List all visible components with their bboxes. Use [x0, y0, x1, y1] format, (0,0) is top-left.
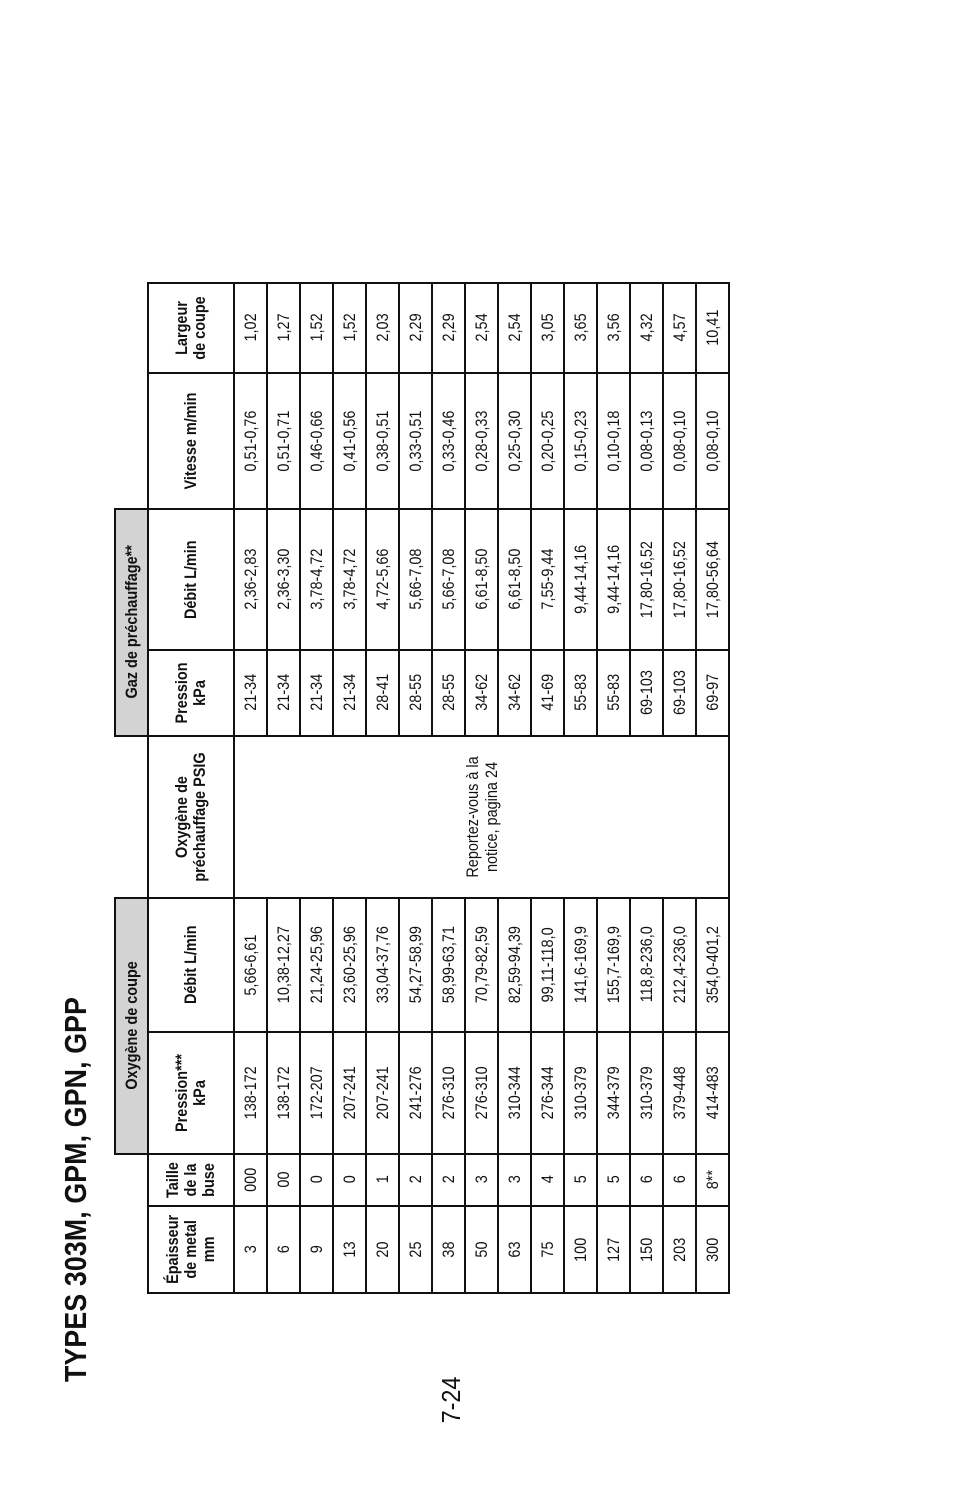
- header-blank-left: [115, 1154, 148, 1293]
- tip-size-cell: 6: [663, 1154, 696, 1206]
- thickness-cell: 3: [234, 1206, 267, 1293]
- column-header-kerf: Largeur de coupe: [148, 283, 234, 373]
- tip-size-cell: 6: [630, 1154, 663, 1206]
- speed-cell: 0,25-0,30: [498, 373, 531, 509]
- kerf-cell: 2,29: [399, 283, 432, 373]
- thickness-cell: 20: [366, 1206, 399, 1293]
- tip-size-cell: 0: [300, 1154, 333, 1206]
- cutting-flow-cell: 118,8-236,0: [630, 898, 663, 1032]
- cutting-pressure-cell: 207-241: [366, 1032, 399, 1154]
- group-header-cutting-oxygen: Oxygène de coupe: [115, 898, 148, 1154]
- kerf-cell: 1,02: [234, 283, 267, 373]
- thickness-cell: 50: [465, 1206, 498, 1293]
- cutting-pressure-cell: 207-241: [333, 1032, 366, 1154]
- kerf-cell: 2,03: [366, 283, 399, 373]
- preheat-flow-cell: 7,55-9,44: [531, 509, 564, 650]
- tip-size-cell: 2: [432, 1154, 465, 1206]
- preheat-flow-cell: 3,78-4,72: [300, 509, 333, 650]
- thickness-cell: 150: [630, 1206, 663, 1293]
- column-header-cutting-flow: Débit L/min: [148, 898, 234, 1032]
- tip-size-cell: 5: [597, 1154, 630, 1206]
- page-title: TYPES 303M, GPM, GPN, GPP: [58, 996, 93, 1382]
- cutting-pressure-cell: 379-448: [663, 1032, 696, 1154]
- speed-cell: 0,20-0,25: [531, 373, 564, 509]
- thickness-cell: 38: [432, 1206, 465, 1293]
- thickness-cell: 63: [498, 1206, 531, 1293]
- thickness-cell: 13: [333, 1206, 366, 1293]
- kerf-cell: 3,65: [564, 283, 597, 373]
- thickness-cell: 127: [597, 1206, 630, 1293]
- cutting-pressure-cell: 276-344: [531, 1032, 564, 1154]
- cutting-pressure-cell: 310-379: [630, 1032, 663, 1154]
- speed-cell: 0,51-0,71: [267, 373, 300, 509]
- kerf-cell: 2,54: [498, 283, 531, 373]
- cutting-flow-cell: 155,7-169,9: [597, 898, 630, 1032]
- preheat-pressure-cell: 28-55: [399, 650, 432, 736]
- speed-cell: 0,08-0,10: [696, 373, 729, 509]
- thickness-cell: 6: [267, 1206, 300, 1293]
- preheat-pressure-cell: 28-55: [432, 650, 465, 736]
- thickness-cell: 75: [531, 1206, 564, 1293]
- preheat-pressure-cell: 55-83: [597, 650, 630, 736]
- preheat-flow-cell: 6,61-8,50: [498, 509, 531, 650]
- preheat-flow-cell: 9,44-14,16: [597, 509, 630, 650]
- preheat-flow-cell: 2,36-3,30: [267, 509, 300, 650]
- tip-size-cell: 0: [333, 1154, 366, 1206]
- preheat-pressure-cell: 34-62: [498, 650, 531, 736]
- speed-cell: 0,33-0,46: [432, 373, 465, 509]
- cutting-pressure-cell: 138-172: [234, 1032, 267, 1154]
- kerf-cell: 4,32: [630, 283, 663, 373]
- preheat-pressure-cell: 69-103: [663, 650, 696, 736]
- speed-cell: 0,38-0,51: [366, 373, 399, 509]
- preheat-pressure-cell: 21-34: [267, 650, 300, 736]
- cutting-pressure-cell: 310-344: [498, 1032, 531, 1154]
- preheat-flow-cell: 5,66-7,08: [399, 509, 432, 650]
- tip-size-cell: 3: [498, 1154, 531, 1206]
- speed-cell: 0,51-0,76: [234, 373, 267, 509]
- preheat-pressure-cell: 55-83: [564, 650, 597, 736]
- cutting-flow-cell: 141,6-169,9: [564, 898, 597, 1032]
- kerf-cell: 1,52: [300, 283, 333, 373]
- preheat-flow-cell: 4,72-5,66: [366, 509, 399, 650]
- thickness-cell: 300: [696, 1206, 729, 1293]
- column-header-preheat-flow: Débit L/min: [148, 509, 234, 650]
- tip-size-cell: 5: [564, 1154, 597, 1206]
- preheat-pressure-cell: 69-103: [630, 650, 663, 736]
- thickness-cell: 9: [300, 1206, 333, 1293]
- cutting-flow-cell: 354,0-401,2: [696, 898, 729, 1032]
- cutting-flow-cell: 54,27-58,99: [399, 898, 432, 1032]
- preheat-pressure-cell: 21-34: [333, 650, 366, 736]
- tip-size-cell: 2: [399, 1154, 432, 1206]
- table-body: [234, 283, 729, 1293]
- page-number: 7-24: [436, 1376, 466, 1424]
- cutting-flow-cell: 33,04-37,76: [366, 898, 399, 1032]
- kerf-cell: 1,52: [333, 283, 366, 373]
- cutting-pressure-cell: 344-379: [597, 1032, 630, 1154]
- column-header-preheat-oxygen: Oxygène de préchauffage PSIG: [148, 736, 234, 898]
- cutting-flow-cell: 58,99-63,71: [432, 898, 465, 1032]
- cutting-flow-cell: 5,66-6,61: [234, 898, 267, 1032]
- preheat-flow-cell: 6,61-8,50: [465, 509, 498, 650]
- cutting-pressure-cell: 241-276: [399, 1032, 432, 1154]
- tip-size-cell: 4: [531, 1154, 564, 1206]
- speed-cell: 0,33-0,51: [399, 373, 432, 509]
- cutting-flow-cell: 212,4-236,0: [663, 898, 696, 1032]
- thickness-cell: 203: [663, 1206, 696, 1293]
- kerf-cell: 10,41: [696, 283, 729, 373]
- cutting-flow-cell: 23,60-25,96: [333, 898, 366, 1032]
- kerf-cell: 3,56: [597, 283, 630, 373]
- column-header-preheat-pressure: Pression kPa: [148, 650, 234, 736]
- tip-size-cell: 3: [465, 1154, 498, 1206]
- cutting-flow-cell: 21,24-25,96: [300, 898, 333, 1032]
- cutting-flow-cell: 82,59-94,39: [498, 898, 531, 1032]
- thickness-cell: 100: [564, 1206, 597, 1293]
- tip-size-cell: 8**: [696, 1154, 729, 1206]
- group-header-preheat-gas: Gaz de préchauffage**: [115, 509, 148, 736]
- kerf-cell: 2,54: [465, 283, 498, 373]
- cutting-pressure-cell: 172-207: [300, 1032, 333, 1154]
- kerf-cell: 4,57: [663, 283, 696, 373]
- cutting-pressure-cell: 138-172: [267, 1032, 300, 1154]
- column-header-speed: Vitesse m/min: [148, 373, 234, 509]
- speed-cell: 0,08-0,13: [630, 373, 663, 509]
- header-blank-right: [115, 283, 148, 509]
- preheat-flow-cell: 3,78-4,72: [333, 509, 366, 650]
- preheat-pressure-cell: 41-69: [531, 650, 564, 736]
- tip-size-cell: 000: [234, 1154, 267, 1206]
- kerf-cell: 2,29: [432, 283, 465, 373]
- tip-size-cell: 1: [366, 1154, 399, 1206]
- preheat-oxygen-note: Reportez-vous à la notice, pagina 24: [234, 736, 729, 898]
- speed-cell: 0,46-0,66: [300, 373, 333, 509]
- preheat-flow-cell: 2,36-2,83: [234, 509, 267, 650]
- cutting-flow-cell: 99,11-118,0: [531, 898, 564, 1032]
- preheat-flow-cell: 17,80-56,64: [696, 509, 729, 650]
- preheat-flow-cell: 17,80-16,52: [630, 509, 663, 650]
- cutting-pressure-cell: 414-483: [696, 1032, 729, 1154]
- preheat-pressure-cell: 34-62: [465, 650, 498, 736]
- speed-cell: 0,28-0,33: [465, 373, 498, 509]
- preheat-pressure-cell: 21-34: [300, 650, 333, 736]
- column-header-thickness: Épaisseur de metal mm: [148, 1206, 234, 1293]
- speed-cell: 0,08-0,10: [663, 373, 696, 509]
- speed-cell: 0,41-0,56: [333, 373, 366, 509]
- preheat-pressure-cell: 21-34: [234, 650, 267, 736]
- preheat-pressure-cell: 28-41: [366, 650, 399, 736]
- kerf-cell: 3,05: [531, 283, 564, 373]
- preheat-flow-cell: 5,66-7,08: [432, 509, 465, 650]
- header-blank-middle: [115, 736, 148, 898]
- preheat-pressure-cell: 69-97: [696, 650, 729, 736]
- column-header-cutting-pressure: Pression*** kPa: [148, 1032, 234, 1154]
- cutting-pressure-cell: 276-310: [432, 1032, 465, 1154]
- tip-size-cell: 00: [267, 1154, 300, 1206]
- column-header-tip-size: Taille de la buse: [148, 1154, 234, 1206]
- thickness-cell: 25: [399, 1206, 432, 1293]
- cutting-flow-cell: 10,38-12,27: [267, 898, 300, 1032]
- cutting-pressure-cell: 310-379: [564, 1032, 597, 1154]
- cutting-pressure-cell: 276-310: [465, 1032, 498, 1154]
- speed-cell: 0,15-0,23: [564, 373, 597, 509]
- cutting-data-table: [114, 282, 730, 1294]
- cutting-flow-cell: 70,79-82,59: [465, 898, 498, 1032]
- speed-cell: 0,10-0,18: [597, 373, 630, 509]
- preheat-flow-cell: 17,80-16,52: [663, 509, 696, 650]
- preheat-flow-cell: 9,44-14,16: [564, 509, 597, 650]
- table-row: [234, 283, 267, 1293]
- kerf-cell: 1,27: [267, 283, 300, 373]
